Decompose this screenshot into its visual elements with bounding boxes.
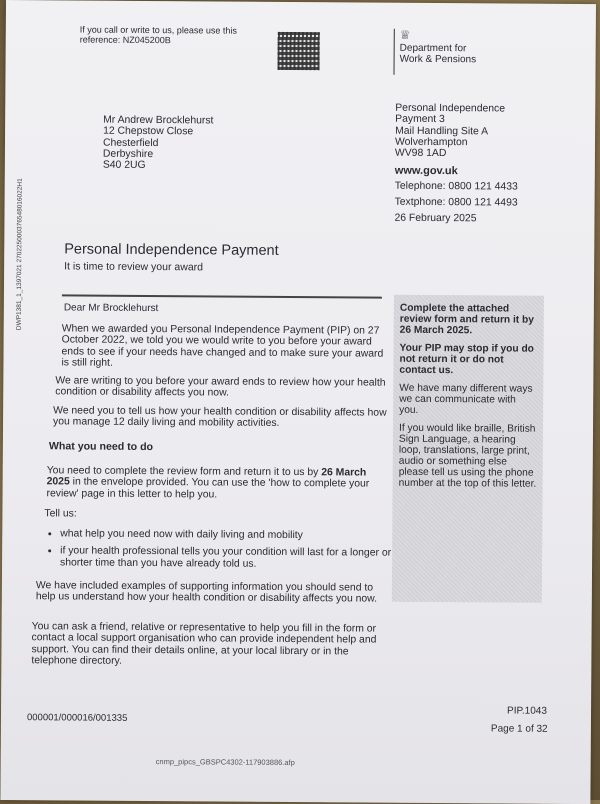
paragraph-4 [47,465,392,501]
paragraph-2: We are writing to you before your award ends to review how your health condition or disability affects you now. [55,375,386,399]
document-number: 000001/000016/001335 [26,712,128,724]
sidebar-warning: Your PIP may stop if you do not return it or do not contact us. [399,342,534,377]
bottom-code: cnmp_pipcs_GBSPC4302-117903886.afp [155,757,295,768]
letter-date: 26 February 2025 [394,212,477,225]
letter-subtitle: It is time to review your award [64,260,204,274]
paragraph-4-start: You need to complete the review form and return it to us by [46,465,322,479]
page-number: Page 1 of 32 [490,723,548,735]
recipient-address [103,115,214,172]
website: www.gov.uk [394,164,458,178]
royal-crest-icon: ♕ [399,27,411,42]
office-address [395,103,505,160]
form-code: PIP.1043 [507,705,547,717]
office-line: Wolverhampton [394,136,468,149]
address-line: Mr Andrew Brocklehurst [103,114,214,127]
title-rule [62,294,382,298]
info-sidebar [392,295,544,603]
list-item: • if your health professional tells you your condition will last for a longer or shorter time than you have already told us. [60,546,400,571]
address-line: Chesterfield [102,137,159,149]
deadline-date: 26 March 2025 [46,467,367,488]
sidebar-deadline: Complete the attached review form and return it by 26 March 2025. [399,302,534,337]
office-line: Personal Independence [395,102,506,115]
bullet-list [46,528,400,576]
section-heading: What you need to do [48,440,154,454]
paragraph-1: When we awarded you Personal Independence Payment (PIP) on 27 October 2022, we told you we would write to you before your award ends to see if your needs have changed and to make sure your award is still right. [61,323,384,369]
header-divider [393,29,394,75]
letter-title: Personal Independence Payment [64,241,279,259]
telephone: Telephone: 0800 121 4433 [394,180,518,193]
paragraph-3: We need you to tell us how your health condition or disability affects how you manage 12 daily living and mobility activities. [53,405,387,430]
sidebar-communication: We have many different ways we can communicate with you. [399,382,533,416]
tell-us-label: Tell us: [44,508,77,520]
reference-text: If you call or write to us, please use this reference: NZ045200B [79,24,237,46]
sidebar-accessibility: If you would like braille, British Sign Language, a hearing loop, translations, large print, audio or something else please tell us using the phone number at the top of this letter. [398,422,537,490]
office-line: Mail Handling Site A [395,125,489,137]
office-line: WV98 1AD [394,147,447,160]
paragraph-5: We have included examples of supporting information you should send to help us understand how your health condition or disability affects you now. [35,580,378,605]
qr-code [278,32,320,70]
list-item: • what help you need now with daily living and mobility [60,528,400,542]
side-code: DWP1381_1_1397021 270225000376548016022H1 [15,178,24,331]
paragraph-4-end: in the envelope provided. You can use the 'how to complete your review' page in this letter to help you. [46,476,370,501]
address-line: S40 2UG [102,159,146,172]
salutation: Dear Mr Brocklehurst [63,302,159,315]
paragraph-6: You can ask a friend, relative or representative to help you fill in the form or contact a local support organisation who can provide independent help and support. You can find their details online, at your local library or in the telephone directory. [31,621,377,667]
address-line: 12 Chepstow Close [103,125,194,138]
department-name: Department for Work & Pensions [399,42,477,66]
textphone: Textphone: 0800 121 4493 [394,196,518,209]
address-line: Derbyshire [102,148,154,160]
office-line: Payment 3 [395,114,445,126]
